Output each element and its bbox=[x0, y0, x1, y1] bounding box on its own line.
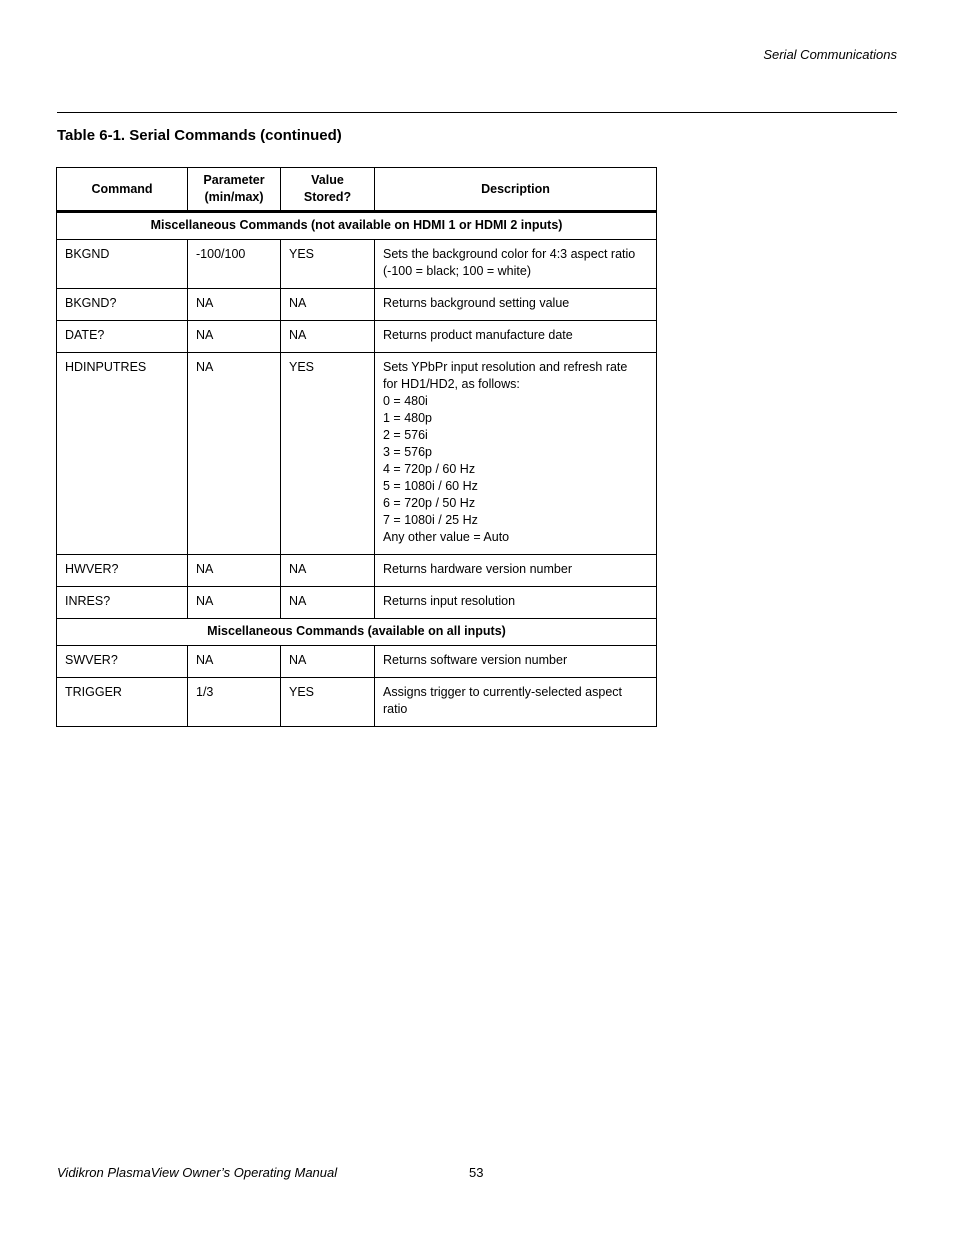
col-header-parameter-line1: Parameter bbox=[203, 173, 265, 187]
description-line: Sets the background color for 4:3 aspect ratio bbox=[383, 247, 636, 261]
description-line: Returns input resolution bbox=[383, 594, 516, 608]
page-number: 53 bbox=[469, 1165, 484, 1180]
value-stored-cell: NA bbox=[281, 321, 375, 353]
parameter-cell: NA bbox=[188, 646, 281, 678]
description-line: Returns background setting value bbox=[383, 296, 570, 310]
footer-manual-title: Vidikron PlasmaView Owner’s Operating Manual bbox=[57, 1165, 338, 1180]
table-row bbox=[57, 240, 657, 289]
serial-commands-table bbox=[56, 167, 657, 727]
section-row bbox=[57, 619, 657, 646]
description-line: 0 = 480i bbox=[383, 394, 428, 408]
value-stored-cell: NA bbox=[281, 555, 375, 587]
description-cell bbox=[375, 587, 657, 619]
table-header-row bbox=[57, 168, 657, 212]
section-row bbox=[57, 212, 657, 240]
col-header-value-line1: Value bbox=[311, 173, 344, 187]
parameter-cell: 1/3 bbox=[188, 678, 281, 727]
description-line: 4 = 720p / 60 Hz bbox=[383, 462, 476, 476]
col-header-description bbox=[375, 168, 657, 212]
description-line: Returns hardware version number bbox=[383, 562, 572, 576]
command-cell: HWVER? bbox=[57, 555, 188, 587]
parameter-cell: NA bbox=[188, 555, 281, 587]
parameter-cell: -100/100 bbox=[188, 240, 281, 289]
description-line: for HD1/HD2, as follows: bbox=[383, 377, 520, 391]
command-cell: INRES? bbox=[57, 587, 188, 619]
col-header-parameter bbox=[188, 168, 281, 212]
table-row bbox=[57, 353, 657, 555]
table-row bbox=[57, 587, 657, 619]
description-line: 2 = 576i bbox=[383, 428, 428, 442]
parameter-cell: NA bbox=[188, 587, 281, 619]
description-cell bbox=[375, 240, 657, 289]
description-cell bbox=[375, 678, 657, 727]
description-line: (-100 = black; 100 = white) bbox=[383, 264, 531, 278]
table-row bbox=[57, 646, 657, 678]
description-cell bbox=[375, 353, 657, 555]
parameter-cell: NA bbox=[188, 353, 281, 555]
command-cell: SWVER? bbox=[57, 646, 188, 678]
description-line: Any other value = Auto bbox=[383, 530, 510, 544]
section-heading: Miscellaneous Commands (available on all inputs) bbox=[57, 619, 657, 646]
value-stored-cell: NA bbox=[281, 646, 375, 678]
description-cell bbox=[375, 555, 657, 587]
col-header-value-stored bbox=[281, 168, 375, 212]
description-line: Returns product manufacture date bbox=[383, 328, 573, 342]
col-header-command-line1: Command bbox=[91, 181, 153, 196]
table-title: Table 6-1. Serial Commands (continued) bbox=[57, 127, 342, 144]
description-line: Assigns trigger to currently-selected aspect bbox=[383, 685, 622, 699]
running-header: Serial Communications bbox=[763, 47, 897, 62]
description-line: 1 = 480p bbox=[383, 411, 433, 425]
description-line: ratio bbox=[383, 702, 408, 716]
section-heading: Miscellaneous Commands (not available on HDMI 1 or HDMI 2 inputs) bbox=[57, 212, 657, 240]
value-stored-cell: NA bbox=[281, 289, 375, 321]
col-header-command bbox=[57, 168, 188, 212]
description-line: Sets YPbPr input resolution and refresh rate bbox=[383, 360, 628, 374]
description-line: 5 = 1080i / 60 Hz bbox=[383, 479, 478, 493]
table-row bbox=[57, 289, 657, 321]
col-header-value-line2: Stored? bbox=[303, 190, 352, 204]
description-line: 6 = 720p / 50 Hz bbox=[383, 496, 476, 510]
parameter-cell: NA bbox=[188, 289, 281, 321]
command-cell: HDINPUTRES bbox=[57, 353, 188, 555]
description-line: 3 = 576p bbox=[383, 445, 433, 459]
header-rule bbox=[57, 112, 897, 113]
description-line: Returns software version number bbox=[383, 653, 568, 667]
description-cell bbox=[375, 321, 657, 353]
table-row bbox=[57, 678, 657, 727]
table-row bbox=[57, 321, 657, 353]
parameter-cell: NA bbox=[188, 321, 281, 353]
command-cell: BKGND? bbox=[57, 289, 188, 321]
description-cell bbox=[375, 646, 657, 678]
command-cell: BKGND bbox=[57, 240, 188, 289]
value-stored-cell: YES bbox=[281, 240, 375, 289]
col-header-parameter-line2: (min/max) bbox=[204, 190, 264, 204]
command-cell: DATE? bbox=[57, 321, 188, 353]
value-stored-cell: YES bbox=[281, 353, 375, 555]
command-cell: TRIGGER bbox=[57, 678, 188, 727]
col-header-description-line1: Description bbox=[481, 181, 550, 196]
value-stored-cell: NA bbox=[281, 587, 375, 619]
description-cell bbox=[375, 289, 657, 321]
description-line: 7 = 1080i / 25 Hz bbox=[383, 513, 478, 527]
value-stored-cell: YES bbox=[281, 678, 375, 727]
table-row bbox=[57, 555, 657, 587]
